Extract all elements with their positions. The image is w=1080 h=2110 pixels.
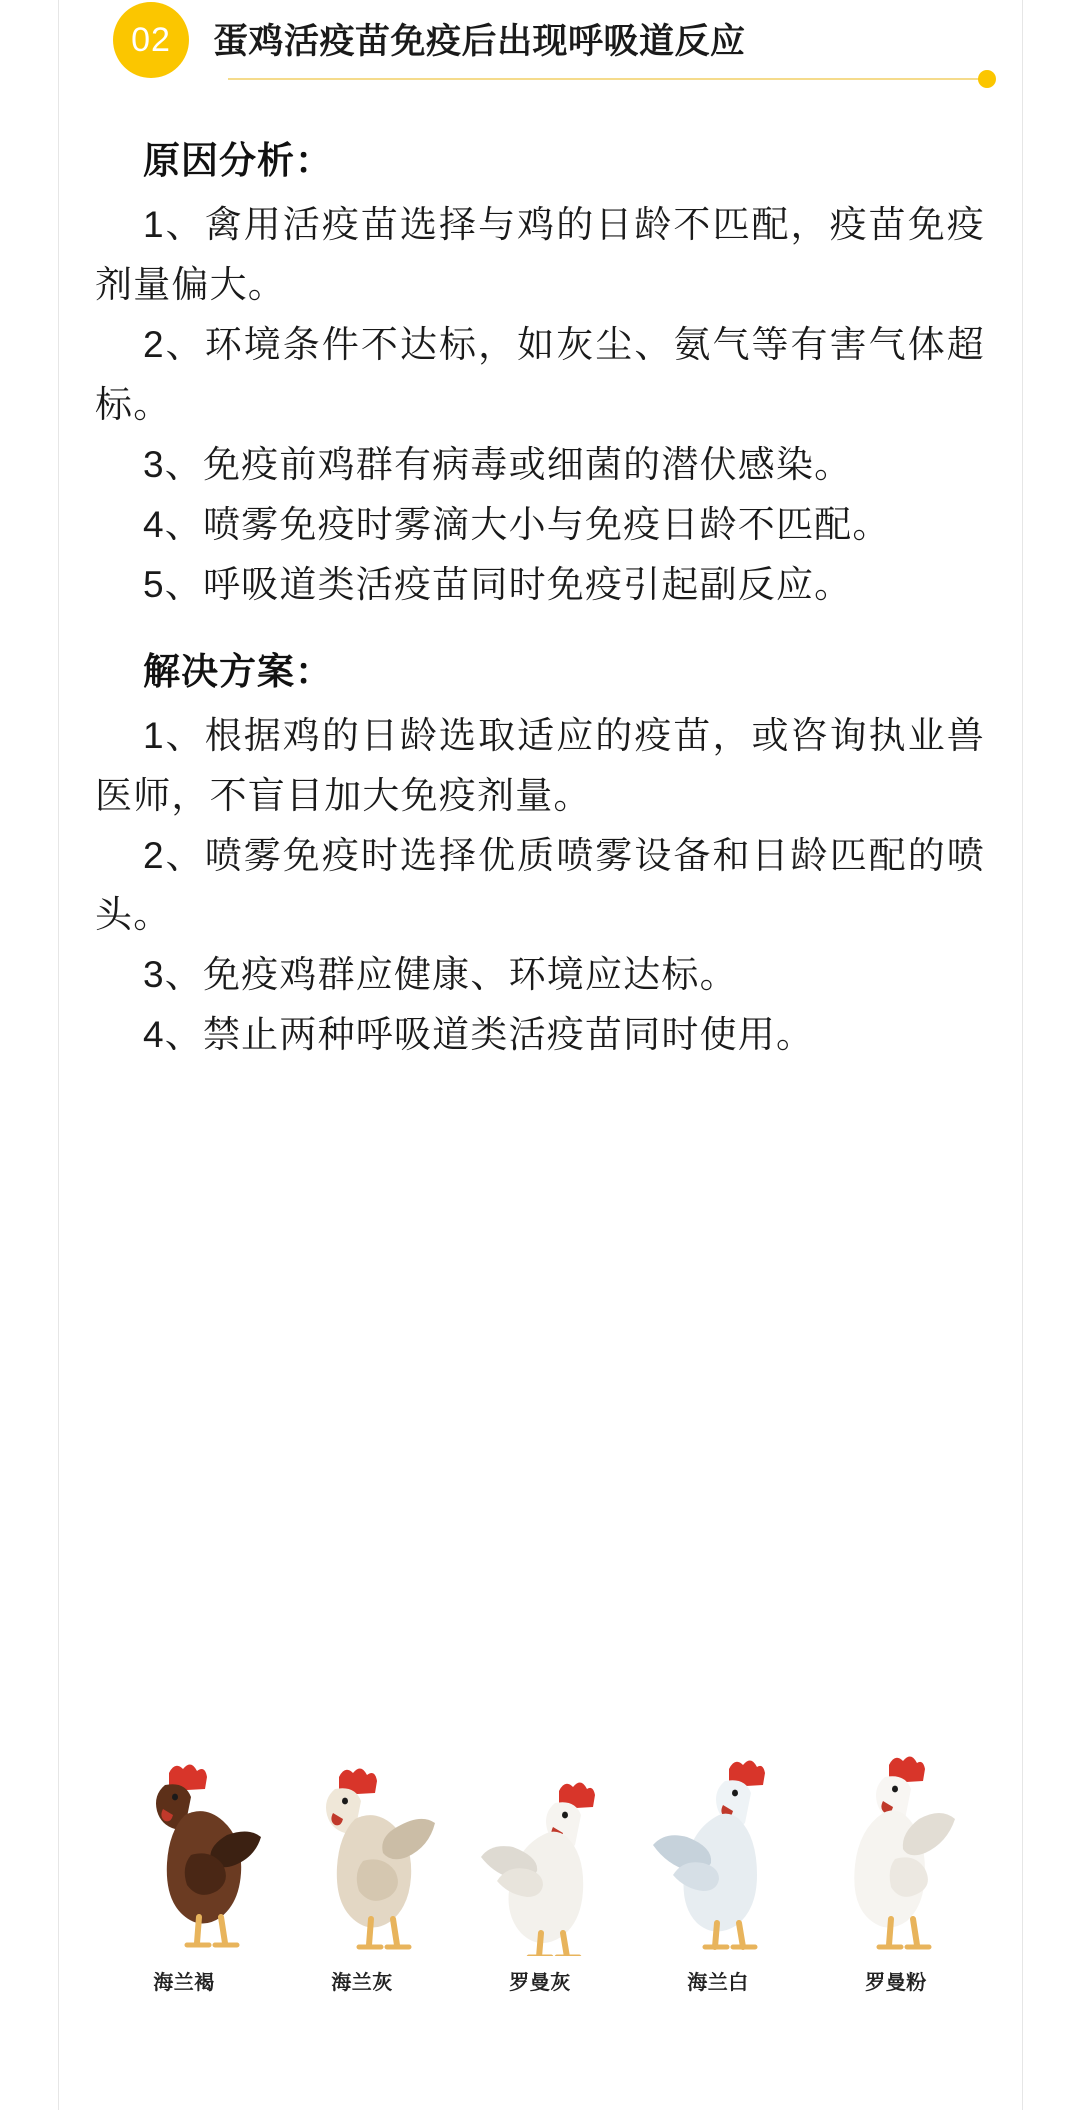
breed-label: 海兰灰 — [331, 1972, 393, 1994]
solution-item-3: 3、免疫鸡群应健康、环境应达标。 — [143, 954, 738, 996]
breed-item — [629, 1751, 807, 1995]
section-heading-causes: 原因分析： — [143, 140, 333, 181]
solution-item-1: 1、根据鸡的日龄选取适应的疫苗，或咨询执业兽医师，不盲目加大免疫剂量。 — [95, 714, 985, 816]
breed-label: 海兰褐 — [153, 1972, 215, 1994]
page-border-left — [58, 0, 59, 2110]
solution-item-2: 2、喷雾免疫时选择优质喷雾设备和日龄匹配的喷头。 — [95, 834, 985, 936]
breed-item — [95, 1751, 273, 1995]
breed-item — [451, 1751, 629, 1995]
cause-item-4: 4、喷雾免疫时雾滴大小与免疫日龄不匹配。 — [143, 503, 891, 545]
page-title: 蛋鸡活疫苗免疫后出现呼吸道反应 — [213, 22, 746, 61]
chicken-icon — [277, 1751, 447, 1956]
cause-item-5: 5、呼吸道类活疫苗同时免疫引起副反应。 — [143, 563, 853, 605]
header-dot-icon — [978, 70, 996, 88]
header-divider — [228, 78, 988, 80]
section-number-badge — [113, 2, 189, 78]
section-heading-solutions: 解决方案： — [143, 650, 333, 692]
breed-gallery — [95, 1735, 985, 1995]
chicken-icon — [99, 1751, 269, 1956]
cause-item-1: 1、禽用活疫苗选择与鸡的日龄不匹配，疫苗免疫剂量偏大。 — [95, 204, 985, 305]
cause-item-3: 3、免疫前鸡群有病毒或细菌的潜伏感染。 — [143, 443, 853, 485]
chicken-icon — [455, 1751, 625, 1956]
section-number: 02 — [131, 21, 171, 59]
solution-item-4: 4、禁止两种呼吸道类活疫苗同时使用。 — [143, 1014, 815, 1056]
section-header — [58, 0, 1022, 108]
article-body — [95, 130, 985, 1065]
breed-item — [273, 1751, 451, 1995]
chicken-icon — [811, 1751, 981, 1956]
page-border-right — [1022, 0, 1023, 2110]
cause-item-2: 2、环境条件不达标，如灰尘、氨气等有害气体超标。 — [95, 323, 985, 425]
chicken-icon — [633, 1751, 803, 1956]
breed-label: 罗曼粉 — [865, 1972, 927, 1994]
breed-item — [807, 1751, 985, 1995]
breed-label: 海兰白 — [687, 1972, 749, 1994]
breed-label: 罗曼灰 — [509, 1972, 571, 1994]
